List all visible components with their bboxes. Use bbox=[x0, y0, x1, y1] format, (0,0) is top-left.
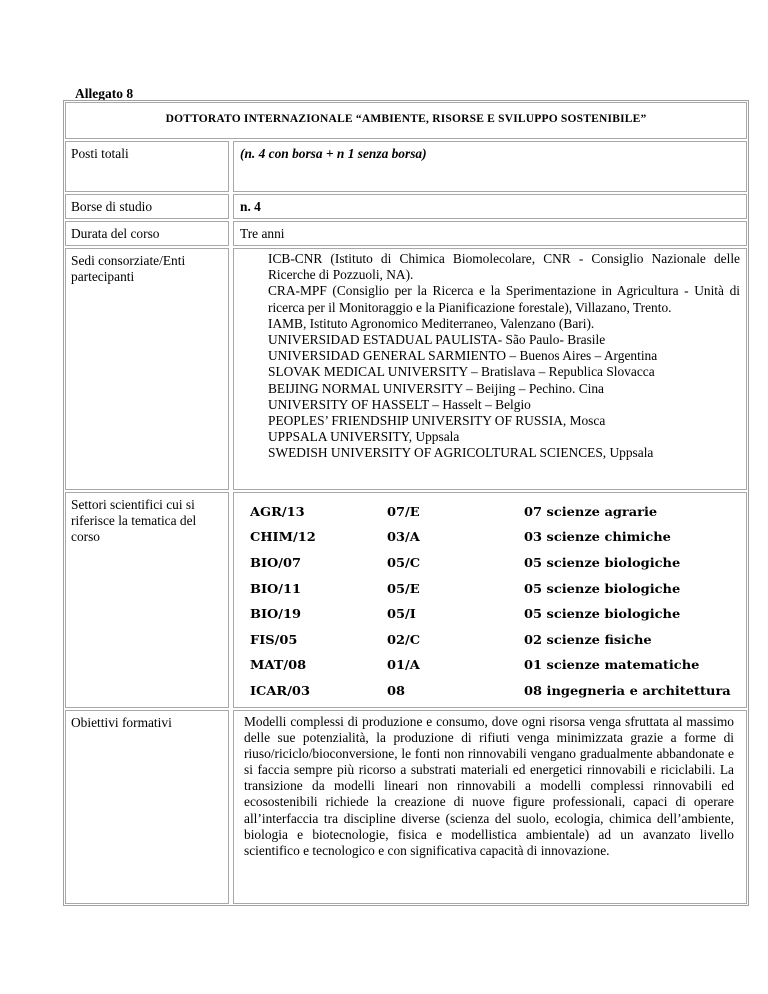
borse-row bbox=[65, 194, 747, 219]
settori-row bbox=[65, 492, 747, 708]
table-row bbox=[250, 499, 724, 525]
sedi-value bbox=[233, 248, 747, 490]
obiettivi-label: Obiettivi formativi bbox=[65, 710, 229, 904]
area-description: 08 ingegneria e architettura bbox=[524, 683, 731, 698]
durata-label: Durata del corso bbox=[65, 221, 229, 246]
sedi-item: UNIVERSIDAD ESTADUAL PAULISTA- São Paulo- Brasile bbox=[268, 332, 606, 348]
area-code: 05/I bbox=[387, 607, 416, 622]
sedi-item: CRA-MPF (Consiglio per la Ricerca e la Sperimentazione in Agricultura - Unità di ricerca per il Monitoraggio e la Pianificazione forestale), Villazano, Trento. bbox=[268, 283, 740, 315]
area-code: 03/A bbox=[387, 530, 420, 545]
title-row bbox=[65, 102, 747, 139]
area-code: 01/A bbox=[387, 658, 420, 673]
area-description: 03 scienze chimiche bbox=[524, 530, 671, 545]
ssd-code: FIS/05 bbox=[250, 632, 298, 647]
area-description: 05 scienze biologiche bbox=[524, 607, 681, 622]
area-description: 02 scienze fisiche bbox=[524, 632, 652, 647]
table-row bbox=[250, 576, 724, 602]
course-info-table bbox=[63, 100, 749, 906]
area-description: 05 scienze biologiche bbox=[524, 555, 681, 570]
area-description: 07 scienze agrarie bbox=[524, 504, 658, 519]
sedi-item: SWEDISH UNIVERSITY OF AGRICOLTURAL SCIENCES, Uppsala bbox=[268, 445, 654, 461]
obiettivi-value bbox=[233, 710, 747, 904]
durata-value: Tre anni bbox=[233, 221, 747, 246]
posti-totali-value: (n. 4 con borsa + n 1 senza borsa) bbox=[233, 141, 747, 192]
area-description: 05 scienze biologiche bbox=[524, 581, 681, 596]
sedi-item: ICB-CNR (Istituto di Chimica Biomolecolare, CNR - Consiglio Nazionale delle Ricerche di Pozzuoli, NA). bbox=[268, 251, 740, 283]
sedi-label: Sedi consorziate/Enti partecipanti bbox=[65, 248, 229, 490]
ssd-code: BIO/11 bbox=[250, 581, 302, 596]
area-code: 08 bbox=[387, 683, 406, 698]
table-row bbox=[250, 550, 724, 576]
borse-label: Borse di studio bbox=[65, 194, 229, 219]
area-code: 07/E bbox=[387, 504, 420, 519]
sedi-item: IAMB, Istituto Agronomico Mediterraneo, Valenzano (Bari). bbox=[268, 315, 595, 331]
area-code: 05/C bbox=[387, 555, 421, 570]
ssd-code: CHIM/12 bbox=[250, 530, 316, 545]
sedi-item: UNIVERSIDAD GENERAL SARMIENTO – Buenos Aires – Argentina bbox=[268, 348, 658, 364]
ssd-code: AGR/13 bbox=[250, 504, 305, 519]
table-row bbox=[250, 627, 724, 653]
settori-label: Settori scientifici cui si riferisce la tematica del corso bbox=[65, 492, 229, 708]
sedi-list bbox=[240, 251, 740, 462]
area-description: 01 scienze matematiche bbox=[524, 658, 700, 673]
obiettivi-text: Modelli complessi di produzione e consumo, dove ogni risorsa venga sfruttata al massimo delle sue potenzialità, la produzione di rifiuti venga minimizzata grazie a forme di riuso/riciclo/bioconversione, le fonti non rinnovabili vengano gradualmente abbandonate e si faccia sempre più ricorso a substrati materiali ed energetici rinnovabili e riciclabili. La transizione da modelli lineari non rinnovabili a modelli complessi rinnovabili ed ecosostenibili richiede la creazione di nuove figure professionali, capaci di operare all’interfaccia tra discipline diverse (scienza del suolo, ecologia, chimica dell’ambiente, biologia e biotecnologie, fisica e modellistica ambientale) ad un avanzato livello scientifico e tecnologico e con significativa capacità di innovazione. bbox=[244, 714, 734, 858]
durata-row bbox=[65, 221, 747, 246]
area-code: 02/C bbox=[387, 632, 421, 647]
settori-table bbox=[250, 499, 731, 704]
borse-value: n. 4 bbox=[233, 194, 747, 219]
obiettivi-row bbox=[65, 710, 747, 904]
allegato-heading: Allegato 8 bbox=[75, 86, 134, 101]
posti-totali-row bbox=[65, 141, 747, 192]
sedi-item: SLOVAK MEDICAL UNIVERSITY – Bratislava – Republica Slovacca bbox=[268, 364, 655, 380]
table-row bbox=[250, 525, 724, 551]
sedi-row bbox=[65, 248, 747, 490]
table-row bbox=[250, 678, 724, 704]
ssd-code: ICAR/03 bbox=[250, 683, 310, 698]
sedi-item: BEIJING NORMAL UNIVERSITY – Beijing – Pechino. Cina bbox=[268, 380, 604, 396]
table-title: DOTTORATO INTERNAZIONALE “AMBIENTE, RISORSE E SVILUPPO SOSTENIBILE” bbox=[65, 102, 747, 139]
sedi-item: UPPSALA UNIVERSITY, Uppsala bbox=[268, 429, 460, 445]
sedi-item: UNIVERSITY OF HASSELT – Hasselt – Belgio bbox=[268, 396, 531, 412]
table-row bbox=[250, 653, 724, 679]
ssd-code: BIO/07 bbox=[250, 555, 302, 570]
area-code: 05/E bbox=[387, 581, 420, 596]
ssd-code: MAT/08 bbox=[250, 658, 307, 673]
sedi-item: PEOPLES’ FRIENDSHIP UNIVERSITY OF RUSSIA, Mosca bbox=[268, 413, 606, 429]
posti-totali-label: Posti totali bbox=[65, 141, 229, 192]
settori-value bbox=[233, 492, 747, 708]
ssd-code: BIO/19 bbox=[250, 607, 302, 622]
table-row bbox=[250, 601, 724, 627]
